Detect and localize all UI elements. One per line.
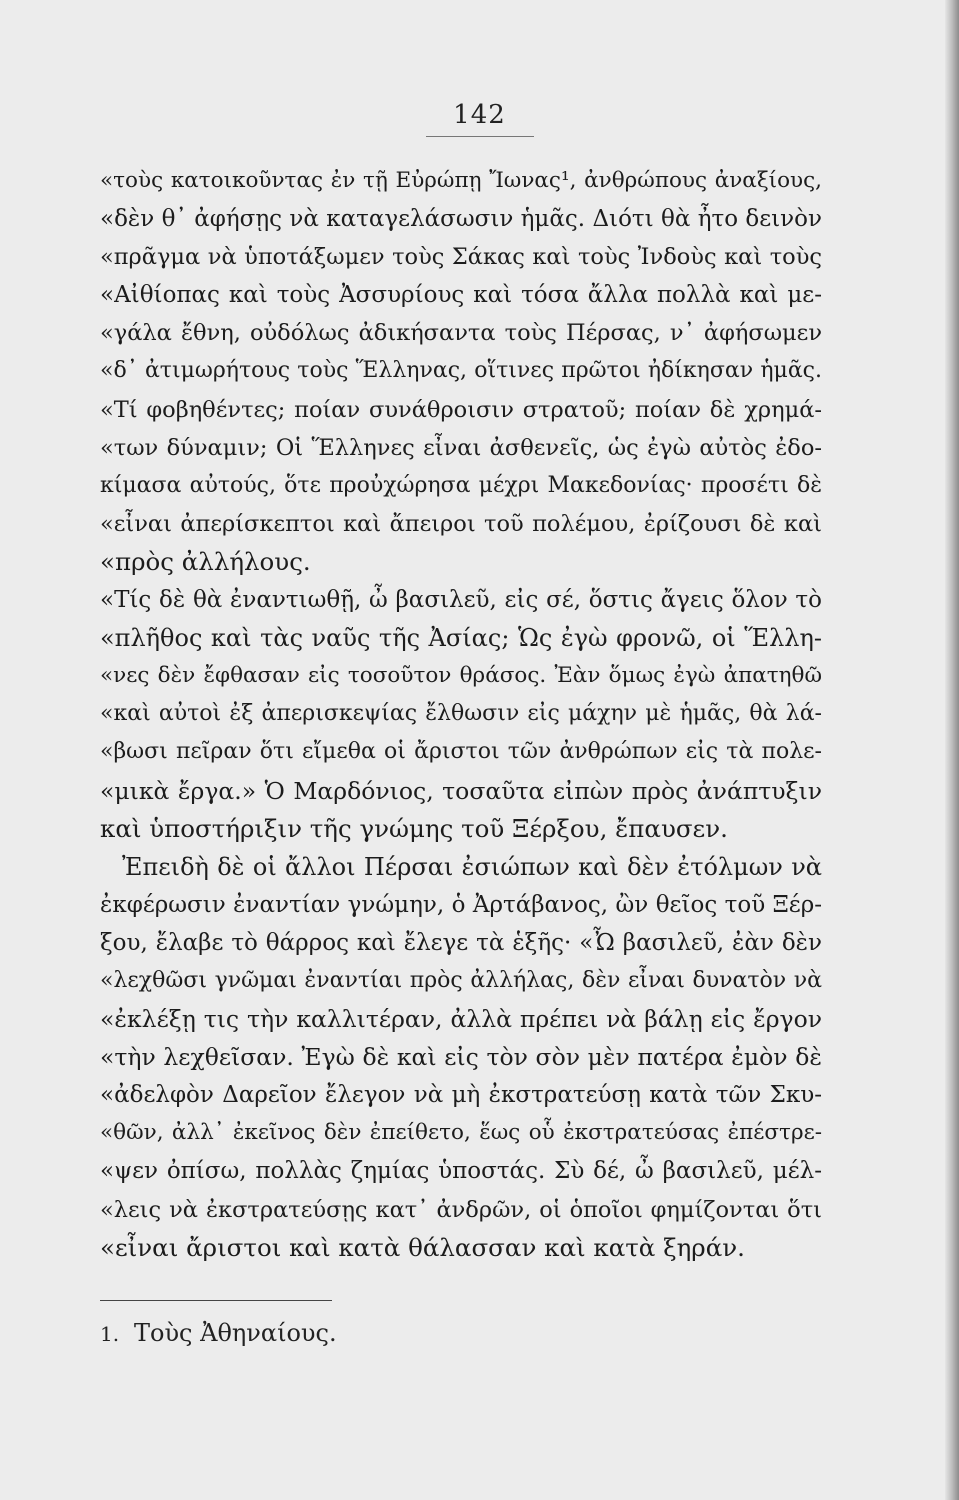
text-line: «λεχθῶσι γνῶμαι ἐναντίαι πρὸς ἀλλήλας, δὲν εἶναι δυνατὸν νὰ xyxy=(100,967,822,993)
text-line: «δ᾽ ἀτιμωρήτους τοὺς Ἕλληνας, οἵτινες πρῶτοι ἠδίκησαν ἡμᾶς. xyxy=(100,358,822,384)
text-line: «Αἰθίοπας καὶ τοὺς Ἀσσυρίους καὶ τόσα ἄλλα πολλὰ καὶ με- xyxy=(100,282,822,309)
text-line: «Τί φοβηθέντες; ποίαν συνάθροισιν στρατοῦ; ποίαν δὲ χρημά- xyxy=(100,396,822,423)
text-line: «ἐκλέξῃ τις τὴν καλλιτέραν, ἀλλὰ πρέπει νὰ βάλῃ εἰς ἔργον xyxy=(100,1005,822,1034)
text-line: «βωσι πεῖραν ὅτι εἴμεθα οἱ ἄριστοι τῶν ἀνθρώπων εἰς τὰ πολε- xyxy=(100,739,822,765)
text-line: «νες δὲν ἔφθασαν εἰς τοσοῦτον θράσος. Ἐὰν ὅμως ἐγὼ ἀπατηθῶ xyxy=(100,663,822,689)
text-line: «εἶναι ἀπερίσκεπτοι καὶ ἄπειροι τοῦ πολέμου, ἐρίζουσι δὲ καὶ xyxy=(100,510,822,537)
text-line: «λεις νὰ ἐκστρατεύσῃς κατ᾽ ἀνδρῶν, οἱ ὁποῖοι φημίζονται ὅτι xyxy=(100,1196,822,1223)
page-number: 142 xyxy=(453,100,506,130)
text-line: «δὲν θ᾽ ἀφήσῃς νὰ καταγελάσωσιν ἡμᾶς. Διότι θὰ ἦτο δεινὸν xyxy=(100,206,822,233)
text-line: «θῶν, ἀλλ᾽ ἐκεῖνος δὲν ἐπείθετο, ἕως οὗ ἐκστρατεύσας ἐπέστρε- xyxy=(100,1120,822,1146)
footnote-text: Τοὺς Ἀθηναίους. xyxy=(134,1319,337,1347)
text-line: ξου, ἔλαβε τὸ θάρρος καὶ ἔλεγε τὰ ἑξῆς· «Ὦ βασιλεῦ, ἐὰν δὲν xyxy=(100,929,822,956)
text-line: «ἀδελφὸν Δαρεῖον ἔλεγον νὰ μὴ ἐκστρατεύσῃ κατὰ τῶν Σκυ- xyxy=(100,1082,822,1109)
text-line: «καὶ αὐτοὶ ἐξ ἀπερισκεψίας ἔλθωσιν εἰς μάχην μὲ ἡμᾶς, θὰ λά- xyxy=(100,701,822,727)
text-line: «εἶναι ἄριστοι καὶ κατὰ θάλασσαν καὶ κατὰ ξηράν. xyxy=(100,1232,745,1262)
text-line: «τὴν λεχθεῖσαν. Ἐγὼ δὲ καὶ εἰς τὸν σὸν μὲν πατέρα ἐμὸν δὲ xyxy=(100,1043,822,1072)
page-number-rule xyxy=(426,136,534,137)
body-text xyxy=(100,162,822,1267)
footnote-marker: 1. xyxy=(100,1322,120,1346)
text-line: «πρὸς ἀλλήλους. xyxy=(100,546,311,576)
text-line: «ψεν ὀπίσω, πολλὰς ζημίας ὑποστάς. Σὺ δέ, ὦ βασιλεῦ, μέλ- xyxy=(100,1158,822,1185)
footnote-rule xyxy=(100,1300,332,1301)
text-line: «μικὰ ἔργα.» Ὁ Μαρδόνιος, τοσαῦτα εἰπὼν πρὸς ἀνάπτυξιν xyxy=(100,776,822,805)
text-line: «τοὺς κατοικοῦντας ἐν τῇ Εὐρώπῃ Ἴωνας¹, ἀνθρώπους ἀναξίους, xyxy=(100,168,822,193)
footnote xyxy=(100,1316,800,1351)
text-line: Ἐπειδὴ δὲ οἱ ἄλλοι Πέρσαι ἐσιώπων καὶ δὲν ἐτόλμων νὰ xyxy=(122,852,822,881)
text-line: καὶ ὑποστήριξιν τῆς γνώμης τοῦ Ξέρξου, ἔπαυσεν. xyxy=(100,813,728,843)
text-line: «Τίς δὲ θὰ ἐναντιωθῇ, ὦ βασιλεῦ, εἰς σέ, ὅστις ἄγεις ὅλον τὸ xyxy=(100,587,822,614)
text-line: «πρᾶγμα νὰ ὑποτάξωμεν τοὺς Σάκας καὶ τοὺς Ἰνδοὺς καὶ τοὺς xyxy=(100,244,822,271)
text-line: «πλῆθος καὶ τὰς ναῦς τῆς Ἀσίας; Ὡς ἐγὼ φρονῶ, οἱ Ἕλλη- xyxy=(100,624,822,653)
text-line: «των δύναμιν; Οἱ Ἕλληνες εἶναι ἀσθενεῖς, ὡς ἐγὼ αὐτὸς ἐδο- xyxy=(100,434,822,461)
text-line: κίμασα αὐτούς, ὅτε προὐχώρησα μέχρι Μακεδονίας· προσέτι δὲ xyxy=(100,472,822,498)
page-edge-shadow xyxy=(945,0,959,1500)
text-line: ἐκφέρωσιν ἐναντίαν γνώμην, ὁ Ἀρτάβανος, ὢν θεῖος τοῦ Ξέρ- xyxy=(100,891,822,918)
text-line: «γάλα ἔθνη, οὐδόλως ἀδικήσαντα τοὺς Πέρσας, ν᾽ ἀφήσωμεν xyxy=(100,320,822,347)
